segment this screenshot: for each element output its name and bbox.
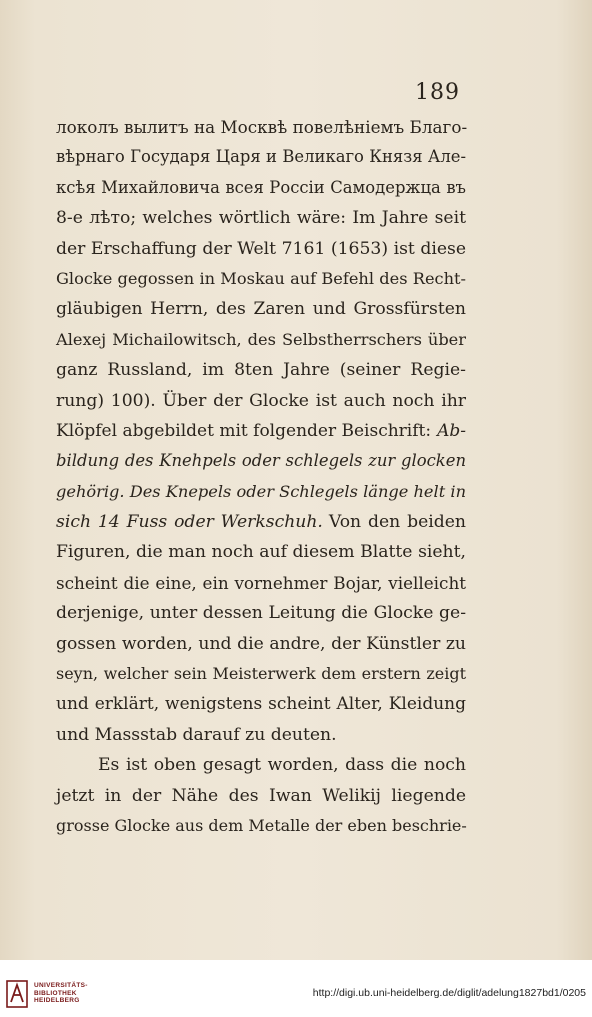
page-number: 189 bbox=[415, 80, 460, 105]
text-line: Alexej Michailowitsch, des Selbstherrschers über bbox=[56, 329, 466, 349]
source-url-link[interactable]: http://digi.ub.uni-heidelberg.de/diglit/adelung1827bd1/0205 bbox=[312, 987, 586, 999]
library-logo-text: UNIVERSITÄTS- BIBLIOTHEK HEIDELBERG bbox=[34, 982, 88, 1004]
text-line: Glocke gegossen in Moskau auf Befehl des Recht- bbox=[56, 268, 466, 288]
text-line: grosse Glocke aus dem Metalle der eben beschrie- bbox=[56, 815, 467, 835]
text-line: rung) 100). Über der Glocke ist auch noch ihr bbox=[56, 390, 466, 411]
text-line: Klöpfel abgebildet mit folgender Beischrift: Ab- bbox=[56, 420, 466, 441]
text-line: scheint die eine, ein vornehmer Bojar, vielleicht bbox=[56, 572, 466, 593]
university-seal-icon bbox=[6, 980, 28, 1008]
text-line: Figuren, die man noch auf diesem Blatte sieht, bbox=[56, 542, 466, 563]
text-line: derjenige, unter dessen Leitung die Glocke ge- bbox=[56, 603, 466, 624]
text-line: und Massstab darauf zu deuten. bbox=[56, 724, 337, 745]
text-line: 8-е лѣто; welches wörtlich wäre: Im Jahre seit bbox=[56, 208, 466, 229]
text-line: ксѣя Михайловича всея Россіи Самодержца въ bbox=[56, 177, 466, 197]
text-line: jetzt in der Nähe des Iwan Welikij liegende bbox=[56, 785, 466, 806]
body-text bbox=[56, 112, 466, 841]
text-line: gossen worden, und die andre, der Künstler zu bbox=[56, 633, 466, 654]
text-line: вѣрнаго Государя Царя и Великаго Князя Але- bbox=[56, 147, 466, 167]
text-line-italic: bildung des Knehpels oder schlegels zur glocken bbox=[56, 451, 466, 471]
text-line: ganz Russland, im 8ten Jahre (seiner Regie- bbox=[56, 360, 466, 381]
text-line-italic: gehörig. Des Knepels oder Schlegels länge helt in bbox=[56, 481, 466, 501]
text-line: sich 14 Fuss oder Werkschuh. Von den beiden bbox=[56, 512, 466, 533]
text-line: und erklärt, wenigstens scheint Alter, Kleidung bbox=[56, 694, 466, 715]
text-line: gläubigen Herrn, des Zaren und Grossfürsten bbox=[56, 299, 466, 320]
text-line: seyn, welcher sein Meisterwerk dem erstern zeigt bbox=[56, 664, 466, 684]
viewer-footer bbox=[0, 960, 592, 1017]
text-line: der Erschaffung der Welt 7161 (1653) ist diese bbox=[56, 238, 466, 259]
text-line: локолъ вылитъ на Москвѣ повелѣніемъ Благо- bbox=[56, 117, 468, 137]
text-line: Es ist oben gesagt worden, dass die noch bbox=[98, 755, 466, 776]
